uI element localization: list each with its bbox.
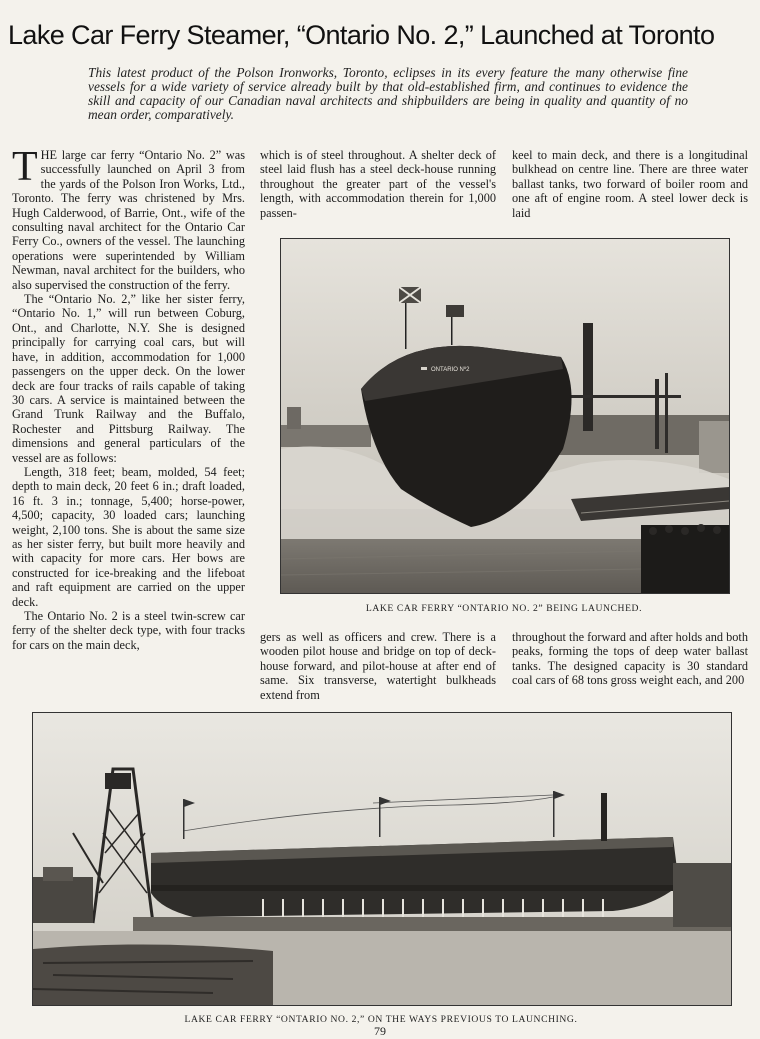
column-3-top — [512, 148, 748, 220]
hull-name-text: ONTARIO Nº2 — [431, 367, 470, 373]
column-3-bottom — [512, 630, 748, 688]
column-1 — [12, 144, 245, 652]
paragraph-col3-top: keel to main deck, and there is a longitudinal bulkhead on centre line. There are three water ballast tanks, two forward of boiler room and one aft of engine room. A steel lower deck is laid — [512, 148, 748, 220]
drop-cap: T — [12, 144, 38, 190]
launch-photo-illustration — [281, 239, 729, 593]
ways-photo-caption: LAKE CAR FERRY “ONTARIO NO. 2,” ON THE WAYS PREVIOUS TO LAUNCHING. — [184, 1014, 578, 1025]
paragraph-col3-bottom: throughout the forward and after holds and both peaks, forming the tops of deep water ballast tanks. The designed capacity is 30 standard coal cars of 68 tons gross weight each, and 200 — [512, 630, 748, 688]
column-2-top — [260, 148, 496, 220]
paragraph-route: The “Ontario No. 2,” like her sister ferry, “Ontario No. 1,” will run between Coburg, Ont., and Charlotte, N.Y. She is designed principally for carrying coal cars, but will have, in addition, accommodation for 1,000 passengers on the upper deck. On the lower deck are four tracks of rails capable of taking 30 cars. A service is maintained between the Grand Trunk Railway and the Buffalo, Rochester and Pittsburg Railway. The dimensions and general particulars of the vessel are as follows: — [12, 292, 245, 465]
launch-photo-caption: LAKE CAR FERRY “ONTARIO NO. 2” BEING LAUNCHED. — [365, 603, 643, 614]
column-2-bottom — [260, 630, 496, 702]
paragraph-dimensions: Length, 318 feet; beam, molded, 54 feet; depth to main deck, 20 feet 6 in.; draft loaded, 16 ft. 3 in.; tonnage, 5,400; horse-power, 4,500; capacity, 30 loaded cars; launching weight, 2,100 tons. She is about the same size as her sister ferry, but built more heavily and with capacity for more cars. Her bows are constructed for ice-breaking and the lifeboat and raft equipment are carried on the upper deck. — [12, 464, 245, 609]
article-deck: This latest product of the Polson Ironworks, Toronto, eclipses in its every feature the many otherwise fine vessels for a wide variety of service already built by that old-established firm, and continues to evidence the skill and capacity of our Canadian naval architects and shipbuilders are being in quality and quantity of no mean order, comparatively. — [88, 65, 688, 122]
article-title: Lake Car Ferry Steamer, “Ontario No. 2,” Launched at Toronto — [8, 20, 715, 50]
page-number: 79 — [374, 1024, 386, 1038]
ways-photo-illustration — [33, 713, 731, 1005]
paragraph-col2-bottom: gers as well as officers and crew. There is a wooden pilot house and bridge on top of deck-house forward, and pilot-house at after end of same. Six transverse, watertight bulkheads extend from — [260, 630, 496, 702]
paragraph-intro — [12, 144, 245, 292]
paragraph-col2-top: which is of steel throughout. A shelter deck of steel laid flush has a steel deck-house running throughout the greater part of the vessel's length, with accommodation therein for 1,000 passen- — [260, 148, 496, 220]
paragraph-construction: The Ontario No. 2 is a steel twin-screw car ferry of the shelter deck type, with four tracks for cars on the main deck, — [12, 609, 245, 652]
paragraph-intro-text: HE large car ferry “Ontario No. 2” was successfully launched on April 3 from the yards of the Polson Iron Works, Ltd., Toronto. The ferry was christened by Mrs. Hugh Calderwood, of Barrie, Ont., wife of the consulting naval architect for the Ontario Car Ferry Co., owners of the vessel. The launching operations were superintended by William Newman, naval architect for the builders, who also supervised the construction of the ferry. — [12, 148, 245, 292]
ways-photo — [32, 712, 732, 1006]
launch-photo — [280, 238, 730, 594]
